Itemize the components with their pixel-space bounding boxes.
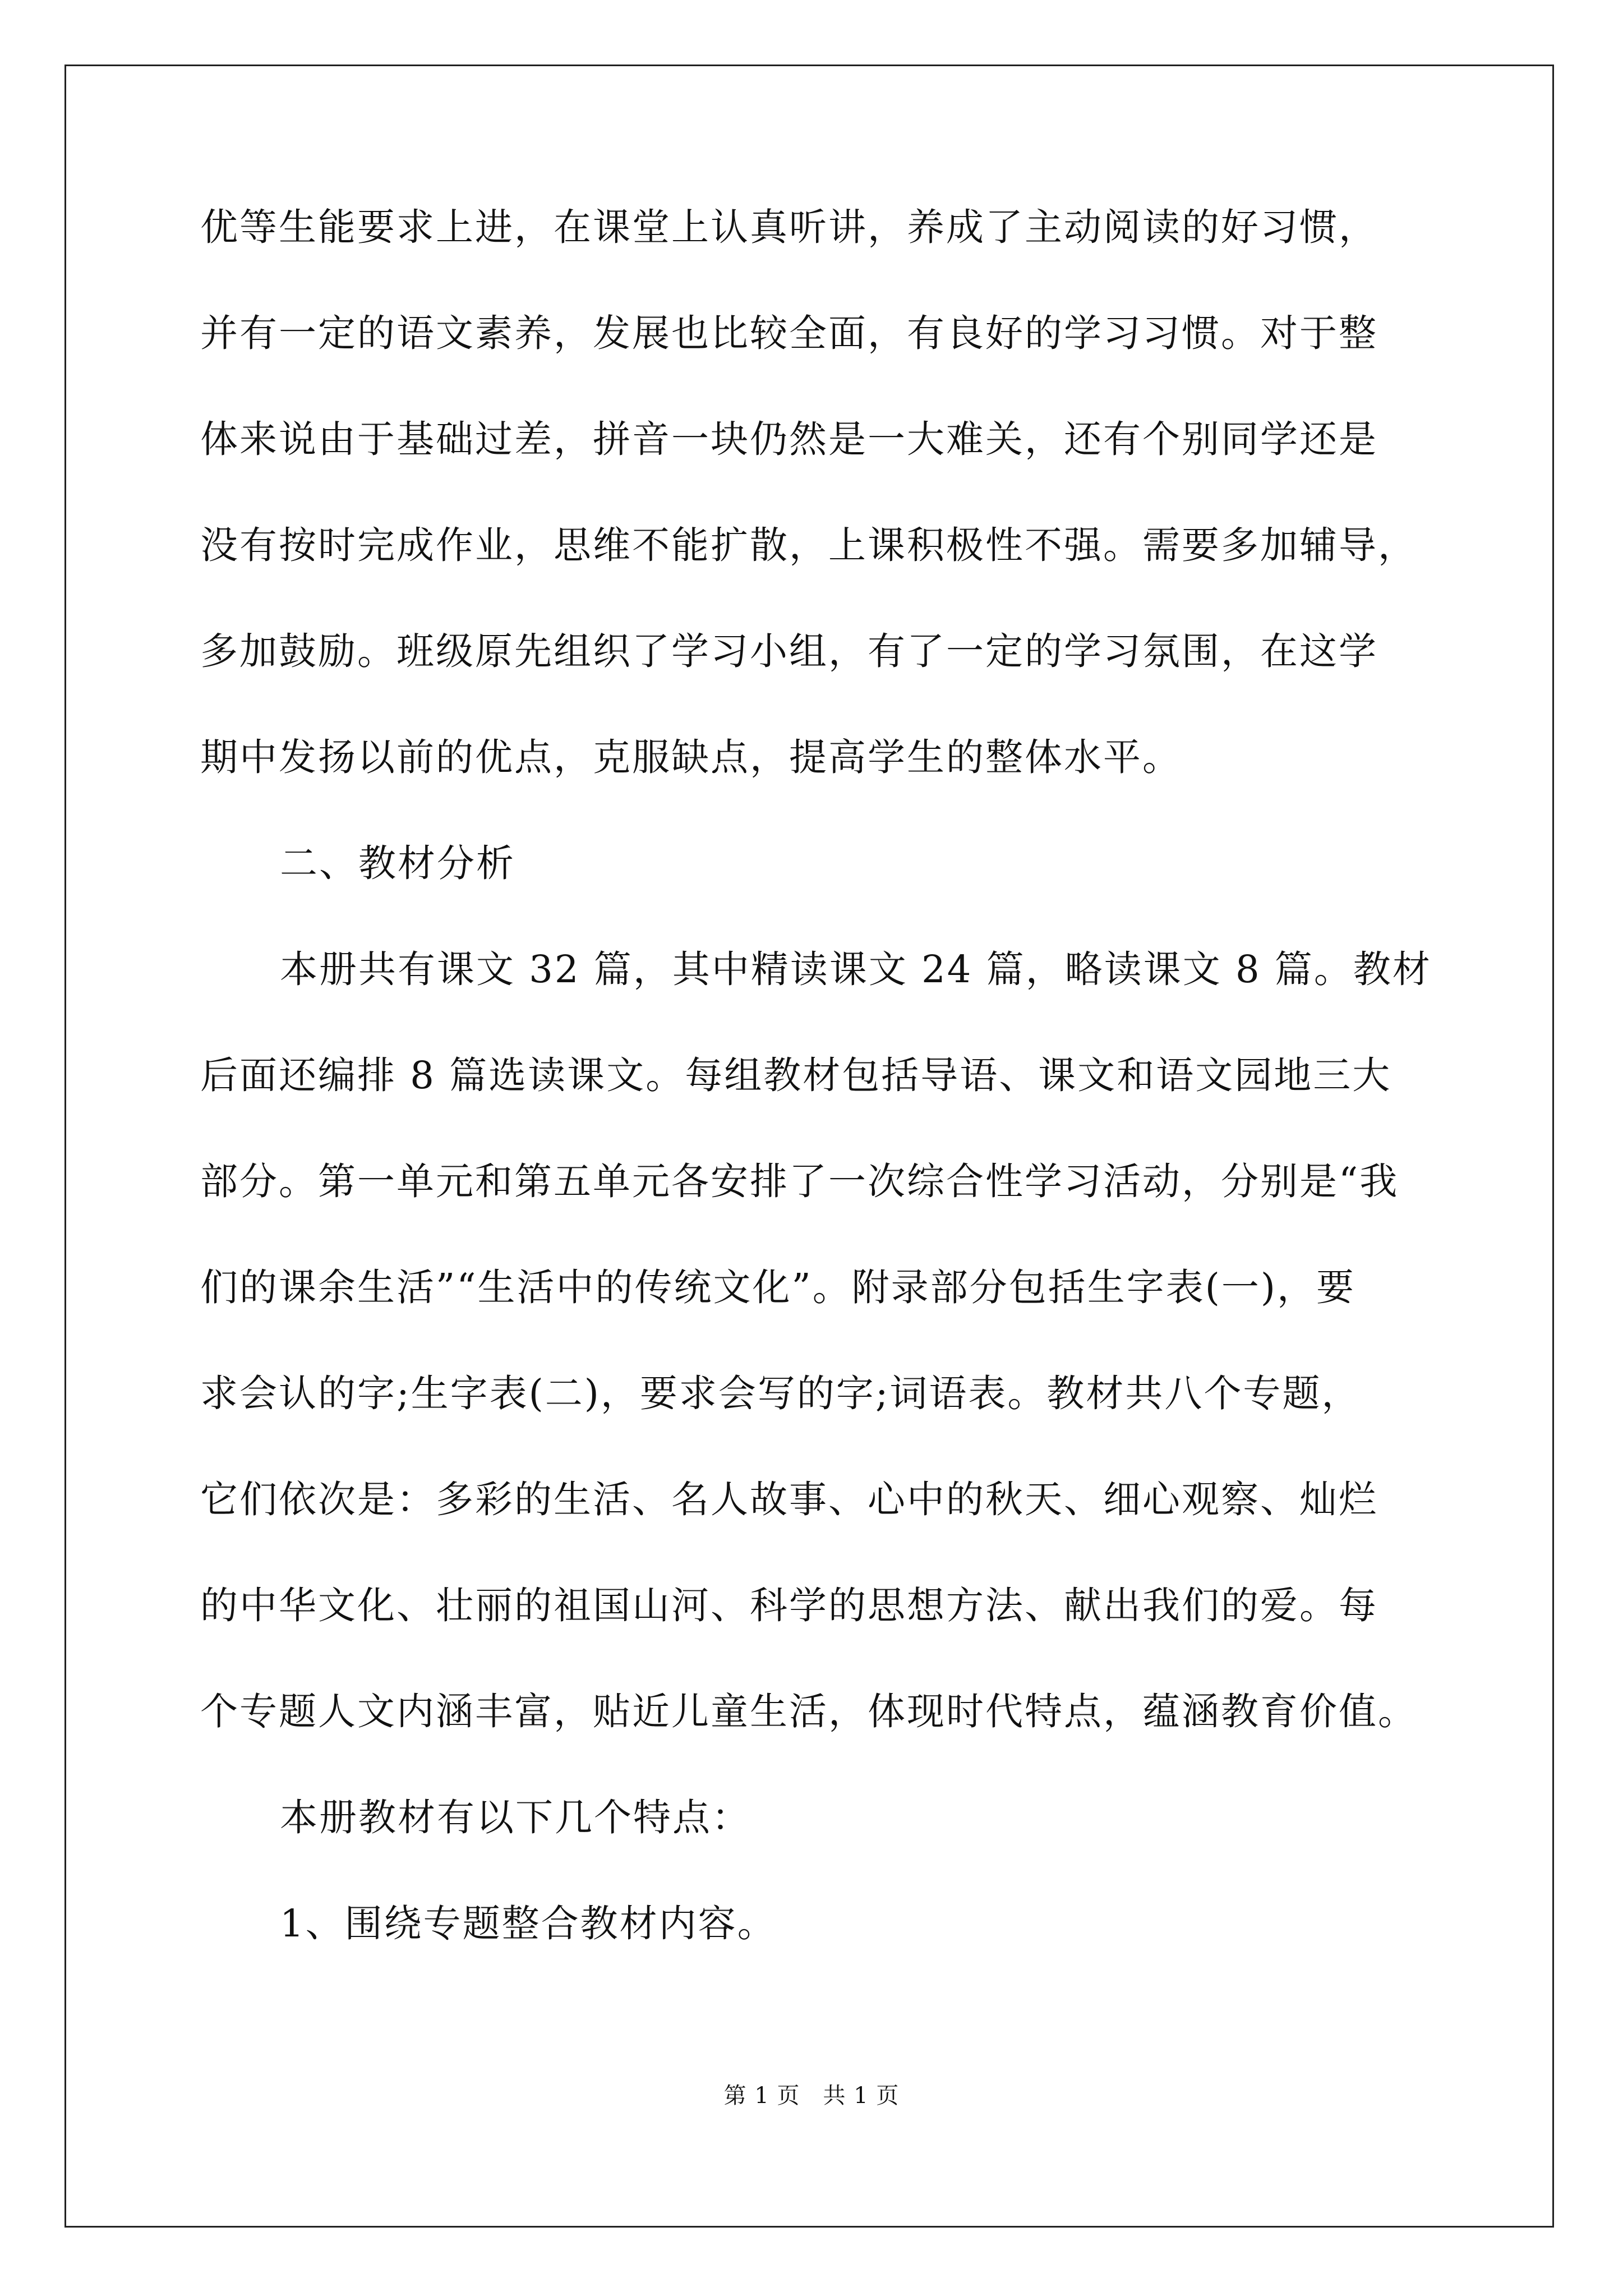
text-line: 并有一定的语文素养，发展也比较全面，有良好的学习习惯。对于整 xyxy=(200,311,1378,355)
page-footer: 第 1 页 共 1 页 xyxy=(723,2083,900,2109)
text-line: 没有按时完成作业，思维不能扩散，上课积极性不强。需要多加辅导， xyxy=(200,523,1417,567)
text-line: 体来说由于基础过差，拼音一块仍然是一大难关，还有个别同学还是 xyxy=(200,417,1378,461)
text-line: 们的课余生活”“生活中的传统文化”。附录部分包括生字表(一)，要 xyxy=(200,1266,1356,1309)
text-line: 优等生能要求上进，在课堂上认真听讲，养成了主动阅读的好习惯， xyxy=(200,205,1378,249)
text-line: 个专题人文内涵丰富，贴近儿童生活，体现时代特点，蕴涵教育价值。 xyxy=(200,1690,1417,1733)
text-line: 多加鼓励。班级原先组织了学习小组，有了一定的学习氛围，在这学 xyxy=(200,629,1378,673)
text-line: 它们依次是：多彩的生活、名人故事、心中的秋天、细心观察、灿烂 xyxy=(200,1478,1378,1521)
text-line: 求会认的字;生字表(二)，要求会写的字;词语表。教材共八个专题， xyxy=(200,1372,1361,1415)
section-heading: 二、教材分析 xyxy=(280,841,515,885)
text-line: 本册教材有以下几个特点： xyxy=(280,1796,751,1839)
text-line: 期中发扬以前的优点，克服缺点，提高学生的整体水平。 xyxy=(200,735,1182,779)
text-line: 后面还编排 8 篇选读课文。每组教材包括导语、课文和语文园地三大 xyxy=(200,1053,1392,1097)
text-line: 部分。第一单元和第五单元各安排了一次综合性学习活动，分别是“我 xyxy=(200,1159,1399,1203)
text-line: 本册共有课文 32 篇，其中精读课文 24 篇，略读课文 8 篇。教材 xyxy=(280,947,1432,991)
text-line: 的中华文化、壮丽的祖国山河、科学的思想方法、献出我们的爱。每 xyxy=(200,1584,1378,1627)
text-line: 1、围绕专题整合教材内容。 xyxy=(280,1902,777,1945)
